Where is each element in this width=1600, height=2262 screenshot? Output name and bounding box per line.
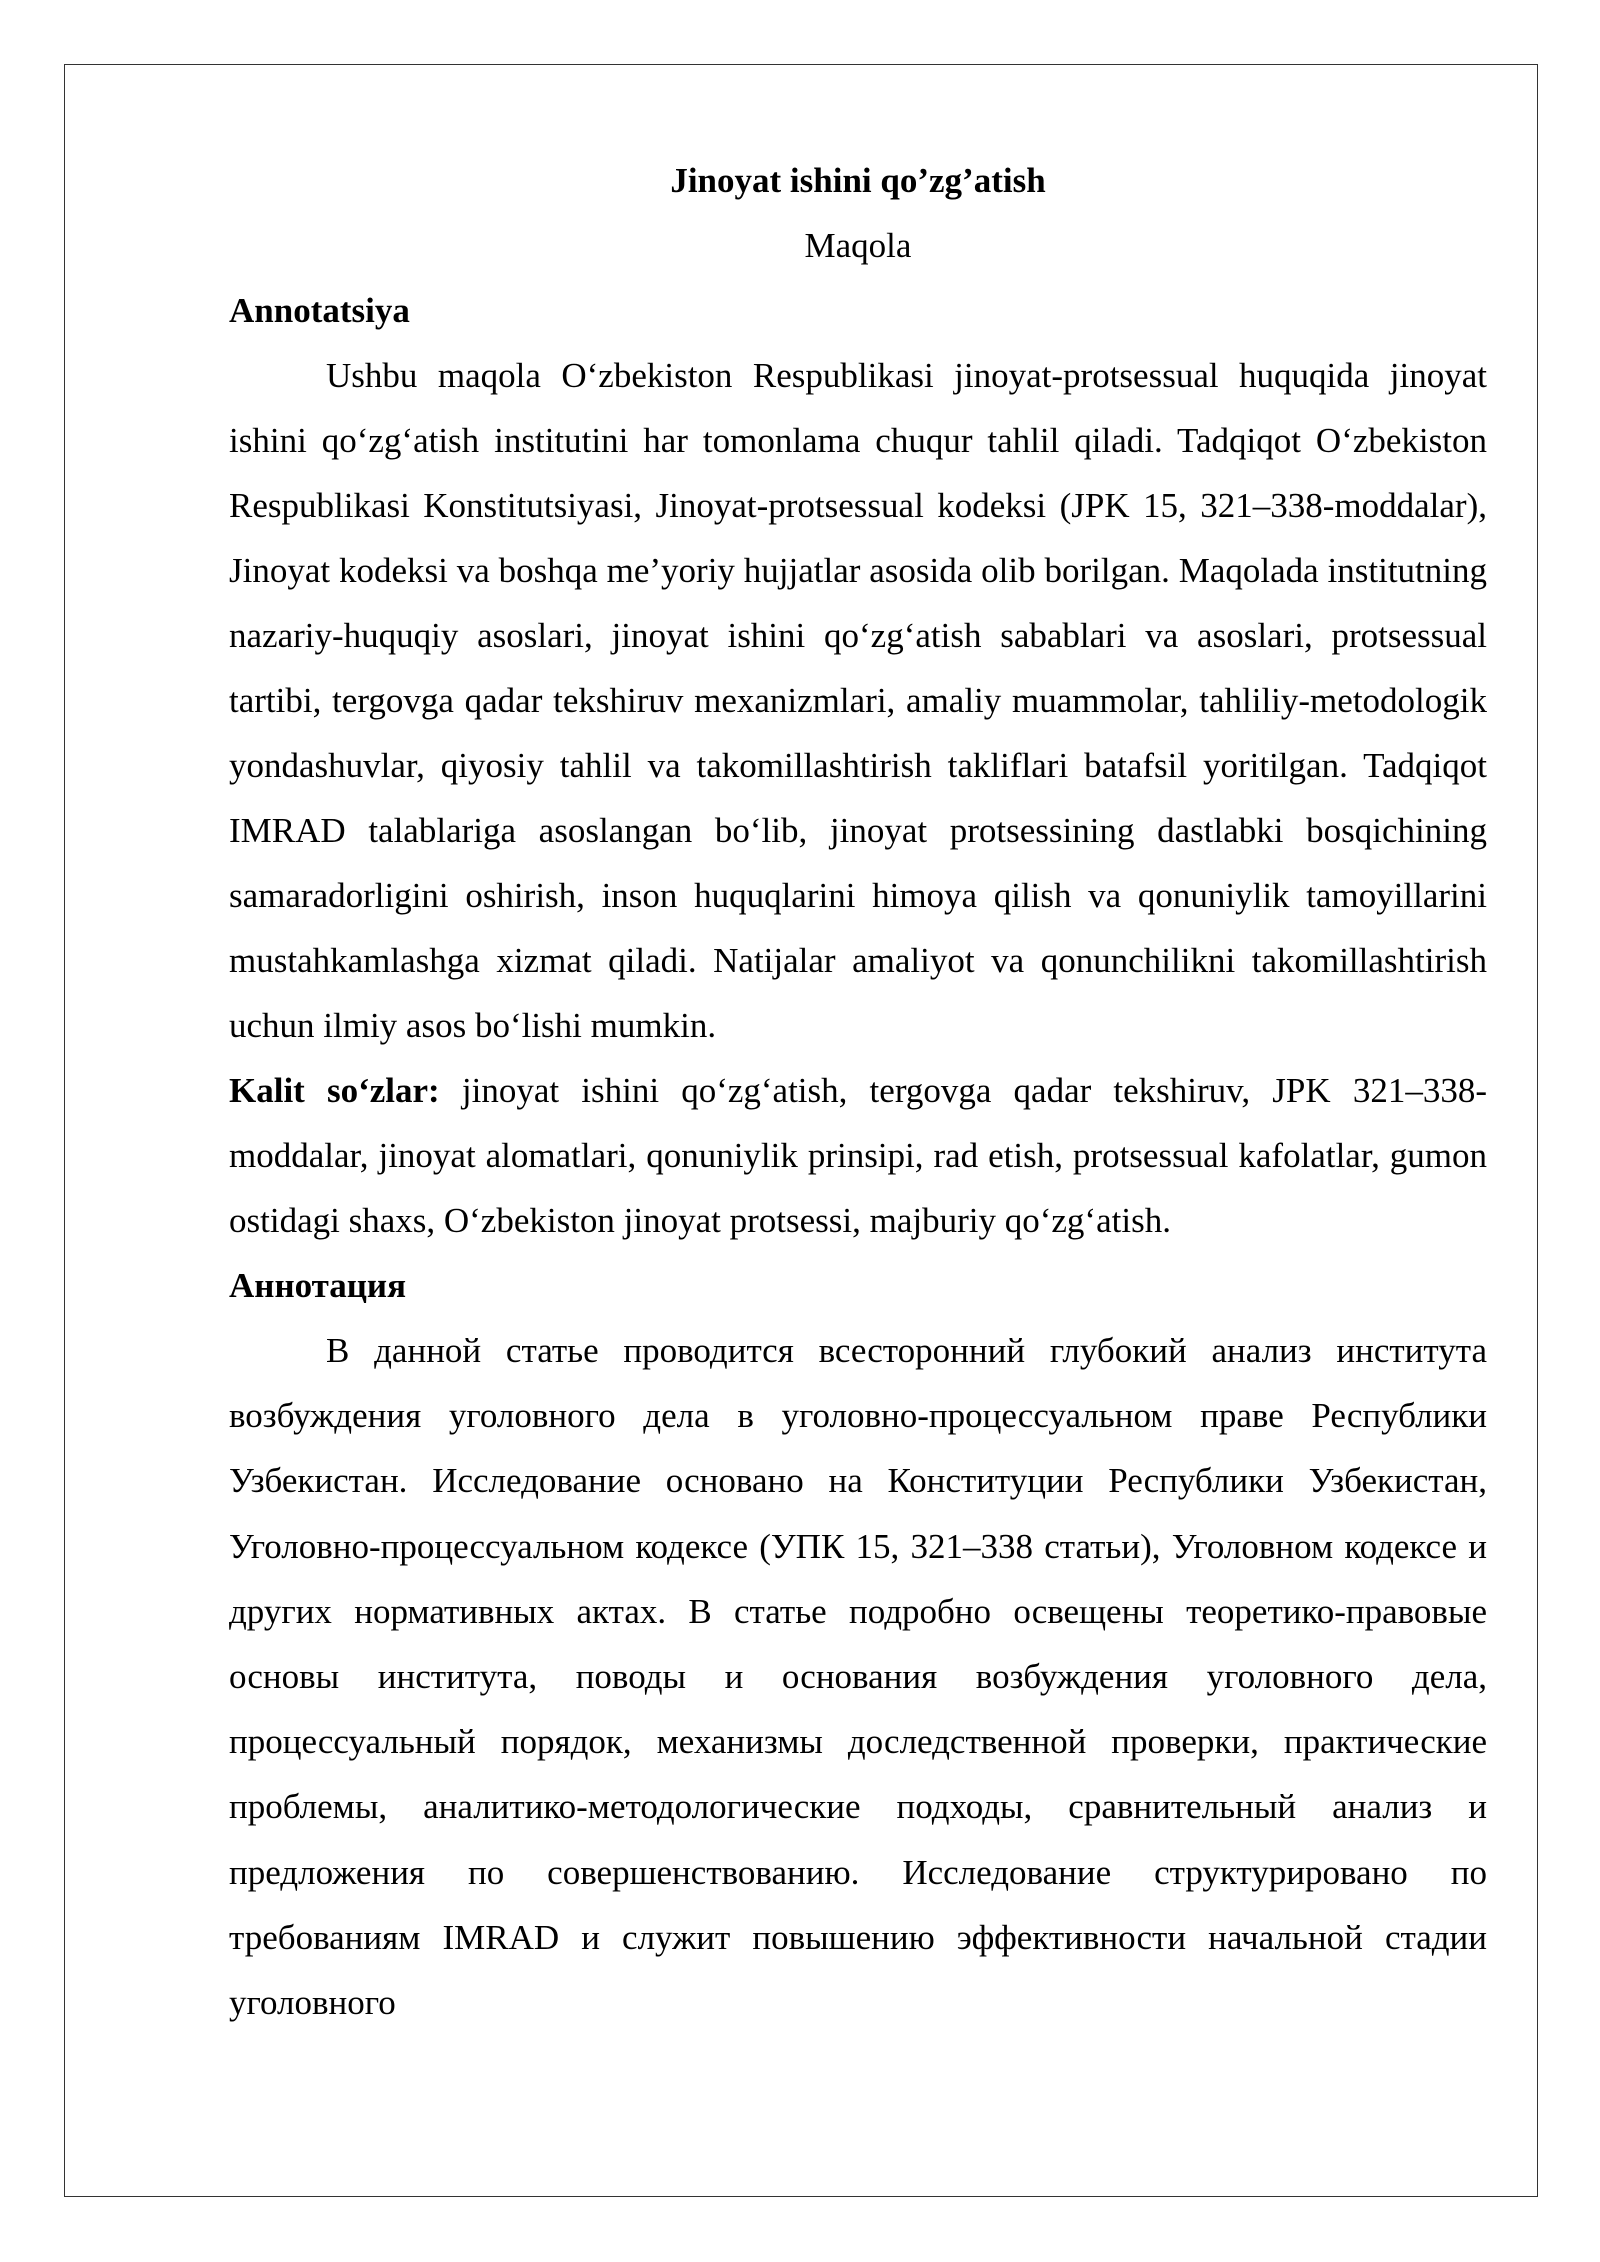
keywords-uz bbox=[229, 1058, 1487, 1253]
article-subtitle: Maqola bbox=[804, 226, 912, 265]
article-title: Jinoyat ishini qo’zg’atish bbox=[670, 161, 1046, 200]
keywords-uz-text: jinoyat ishini qo‘zg‘atish, tergovga qadar tekshiruv, JPK 321–338-moddalar, jinoyat alomatlari, qonuniylik prinsipi, rad etish, protsessual kafolatlar, gumon ostidagi shaxs, O‘zbekiston jinoyat protsessi, majburiy qo‘zg‘atish. bbox=[229, 1071, 1487, 1240]
article-body bbox=[229, 148, 1487, 2035]
annotation-ru-text: В данной статье проводится всесторонний глубокий анализ института возбуждения уголовного дела в уголовно-процессуальном праве Республики Узбекистан. Исследование основано на Конституции Республики Узбекистан, Уголовно-процессуальном кодексе (УПК 15, 321–338 статьи), Уголовном кодексе и других нормативных актах. В статье подробно освещены теоретико-правовые основы института, поводы и основания возбуждения уголовного дела, процессуальный порядок, механизмы доследственной проверки, практические проблемы, аналитико-методологические подходы, сравнительный анализ и предложения по совершенствованию. Исследование структурировано по требованиям IMRAD и служит повышению эффективности начальной стадии уголовного bbox=[229, 1331, 1487, 2023]
keywords-uz-label: Kalit so‘zlar: bbox=[229, 1071, 440, 1110]
annotation-uz-heading: Annotatsiya bbox=[229, 291, 410, 330]
annotation-ru-heading: Аннотация bbox=[229, 1266, 407, 1305]
annotation-uz-text: Ushbu maqola O‘zbekiston Respublikasi jinoyat-protsessual huquqida jinoyat ishini qo‘zg‘atish institutini har tomonlama chuqur tahlil qiladi. Tadqiqot O‘zbekiston Respublikasi Konstitutsiyasi, Jinoyat-protsessual kodeksi (JPK 15, 321–338-moddalar), Jinoyat kodeksi va boshqa me’yoriy hujjatlar asosida olib borilgan. Maqolada institutning nazariy-huquqiy asoslari, jinoyat ishini qo‘zg‘atish sabablari va asoslari, protsessual tartibi, tergovga qadar tekshiruv mexanizmlari, amaliy muammolar, tahliliy-metodologik yondashuvlar, qiyosiy tahlil va takomillashtirish takliflari batafsil yoritilgan. Tadqiqot IMRAD talablariga asoslangan bo‘lib, jinoyat protsessining dastlabki bosqichining samaradorligini oshirish, inson huquqlarini himoya qilish va qonuniylik tamoyillarini mustahkamlashga xizmat qiladi. Natijalar amaliyot va qonunchilikni takomillashtirish uchun ilmiy asos bo‘lishi mumkin. bbox=[229, 356, 1487, 1045]
